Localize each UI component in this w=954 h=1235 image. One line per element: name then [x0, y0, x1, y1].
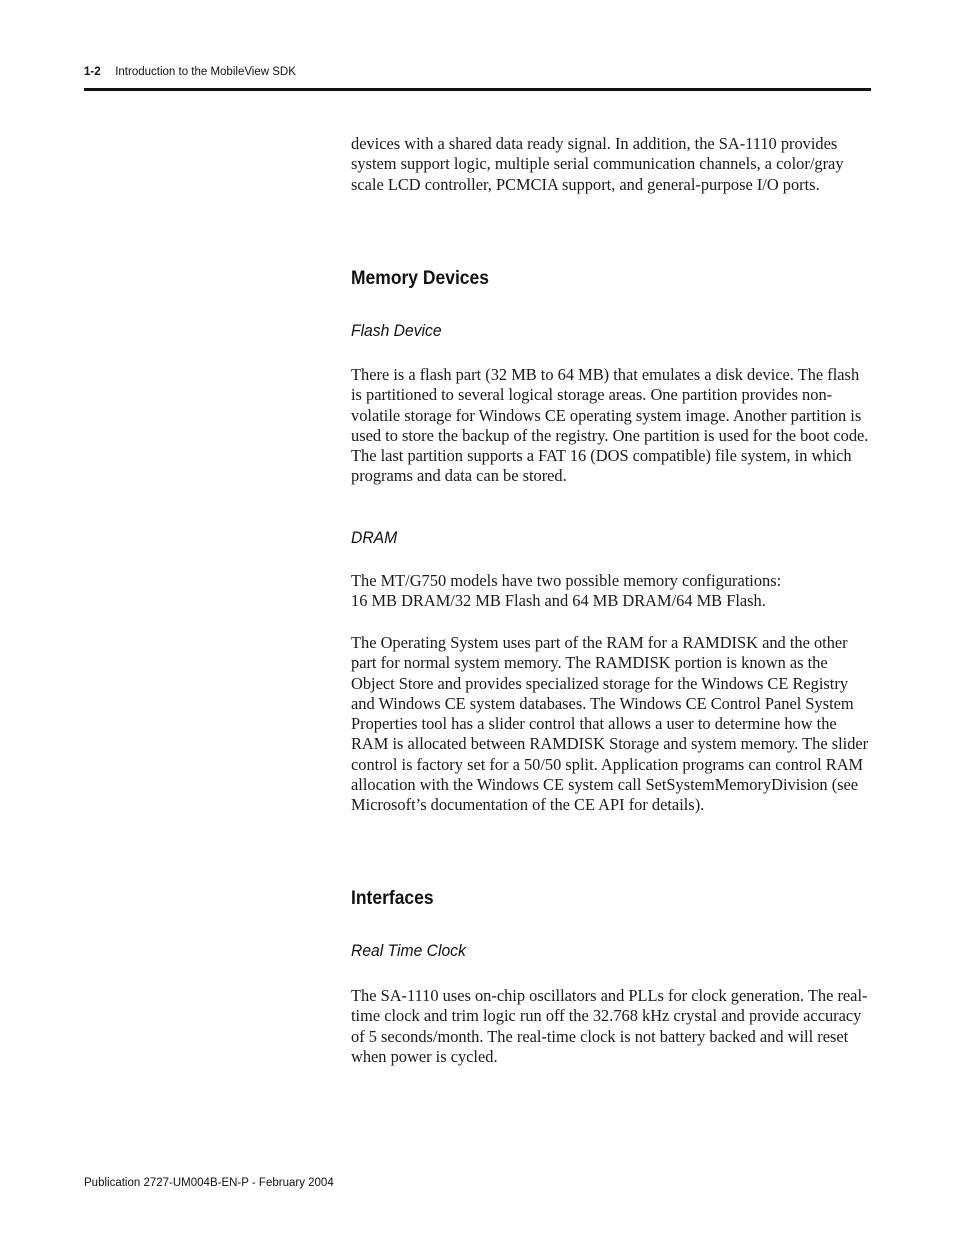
flash-device-paragraph: There is a flash part (32 MB to 64 MB) that emulates a disk device. The flash is partitioned to several logical storage areas. One partition provides non-volatile storage for Windows CE operating system image. Another partition is used to store the backup of the registry. One partition is used for the boot code. The last partition supports a FAT 16 (DOS compatible) file system, in which programs and data can be stored. — [351, 365, 869, 486]
running-header — [84, 66, 296, 78]
header-rule — [84, 88, 871, 91]
page-number: 1-2 — [84, 66, 101, 78]
flash-device-subheading: Flash Device — [351, 322, 442, 340]
dram-subheading: DRAM — [351, 529, 398, 547]
chapter-title: Introduction to the MobileView SDK — [115, 66, 296, 78]
dram-config-line-2: 16 MB DRAM/32 MB Flash and 64 MB DRAM/64 MB Flash. — [351, 591, 766, 611]
intro-paragraph: devices with a shared data ready signal. In addition, the SA-1110 provides system support logic, multiple serial communication channels, a color/gray scale LCD controller, PCMCIA support, and general-purpose I/O ports. — [351, 134, 844, 194]
dram-config-paragraph — [351, 571, 871, 612]
dram-config-line-1: The MT/G750 models have two possible memory configurations: — [351, 571, 782, 590]
dram-os-paragraph: The Operating System uses part of the RAM for a RAMDISK and the other part for normal system memory. The RAMDISK portion is known as the Object Store and provides specialized storage for the Windows CE Registry and Windows CE system databases. The Windows CE Control Panel System Properties tool has a slider control that allows a user to determine how the RAM is allocated between RAMDISK Storage and system memory. The slider control is factory set for a 50/50 split. Application programs can control RAM allocation with the Windows CE system call SetSystemMemoryDivision (see Microsoft’s documentation of the CE API for details). — [351, 633, 869, 815]
interfaces-heading: Interfaces — [351, 888, 434, 909]
memory-devices-heading: Memory Devices — [351, 268, 489, 289]
real-time-clock-paragraph: The SA-1110 uses on-chip oscillators and PLLs for clock generation. The real-time clock and trim logic run off the 32.768 kHz crystal and provide accuracy of 5 seconds/month. The real-time clock is not battery backed and will reset when power is cycled. — [351, 986, 868, 1066]
real-time-clock-subheading: Real Time Clock — [351, 942, 466, 960]
publication-footer: Publication 2727-UM004B-EN-P - February 2004 — [84, 1177, 334, 1189]
